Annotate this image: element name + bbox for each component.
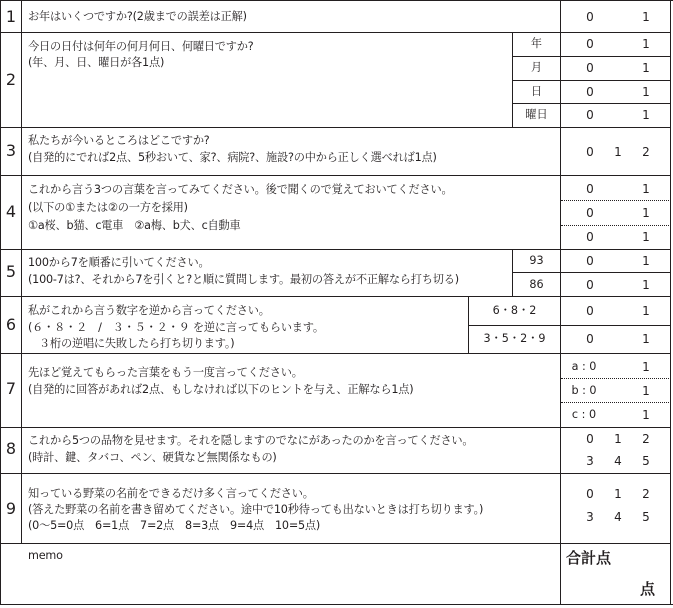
score-option: 4	[614, 454, 622, 468]
score-option: 0	[586, 278, 594, 292]
total-score-label: 合計点	[566, 549, 612, 567]
score-option: 0	[586, 145, 594, 159]
question-text: (100-7は?、それから7を引くと?と順に質問します。最初の答えが不正解なら打ち切る)	[28, 273, 459, 286]
item-number: 6	[5, 315, 17, 334]
item-number: 2	[5, 70, 17, 89]
row-separator	[0, 473, 671, 474]
date-sublabel: 曜日	[525, 108, 548, 121]
score-option: a : 0	[571, 360, 597, 373]
score-option: 1	[614, 145, 622, 159]
item-number: 1	[5, 7, 17, 26]
question-text: 100から7を順番に引いてください。	[28, 256, 210, 269]
score-option: 0	[586, 332, 594, 346]
subtraction-sublabel: 86	[529, 278, 544, 291]
digit-span-sublabel: 3・5・2・9	[483, 332, 546, 345]
score-option: 1	[642, 85, 650, 99]
border-bottom	[0, 604, 673, 605]
score-option: 2	[642, 145, 650, 159]
date-sublabel: 月	[530, 61, 543, 74]
score-option: 0	[586, 304, 594, 318]
subrow-separator	[561, 225, 671, 226]
question-text: 私がこれから言う数字を逆から言ってください。	[28, 304, 270, 317]
score-option: 1	[642, 254, 650, 268]
points-unit: 点	[640, 580, 656, 598]
question-text: (以下の①または②の一方を採用)	[28, 201, 188, 214]
subrow-separator	[512, 80, 671, 81]
score-option: 1	[642, 278, 650, 292]
score-option: 1	[642, 304, 650, 318]
score-option: b : 0	[571, 384, 597, 397]
row-separator	[0, 127, 671, 128]
score-option: 1	[642, 206, 650, 220]
subrow-separator	[561, 200, 671, 201]
question-text: (自発的にでれば2点、5秒おいて、家?、病院?、施設?の中から正しく選べれば1点)	[28, 151, 437, 164]
row-separator	[0, 353, 671, 354]
score-option: 3	[586, 510, 594, 524]
score-option: 1	[642, 37, 650, 51]
score-option: 1	[642, 182, 650, 196]
item-number: 4	[5, 202, 17, 221]
score-option: 1	[614, 487, 622, 501]
score-option: 1	[642, 384, 650, 398]
question-text: 先ほど覚えてもらった言葉をもう一度言ってください。	[28, 366, 303, 379]
subrow-separator	[468, 325, 671, 326]
score-option: 1	[642, 61, 650, 75]
date-sublabel: 年	[530, 37, 543, 50]
subrow-separator	[561, 378, 671, 379]
subrow-separator	[512, 56, 671, 57]
score-option: 1	[642, 408, 650, 422]
digit-span-sublabel: 6・8・2	[492, 304, 537, 317]
score-option: 0	[586, 61, 594, 75]
question-text: (答えた野菜の名前を書き留めてください。途中で10秒待っても出ないときは打ち切ります。)	[28, 503, 484, 516]
question-text: (年、月、日、曜日が各1点)	[28, 56, 165, 69]
score-option: 1	[642, 108, 650, 122]
score-option: 0	[586, 432, 594, 446]
row-separator	[0, 249, 671, 250]
row-separator	[0, 175, 671, 176]
score-option: 1	[614, 432, 622, 446]
score-option: 5	[642, 510, 650, 524]
item-number: 5	[5, 262, 17, 281]
question-text: ３桁の逆唱に失敗したら打ち切ります。)	[28, 337, 235, 350]
score-option: 2	[642, 487, 650, 501]
subtraction-sublabel: 93	[529, 254, 544, 267]
question-text: これから言う3つの言葉を言ってみてください。後で聞くので覚えておいてください。	[28, 183, 453, 196]
score-column-divider	[560, 0, 561, 605]
score-option: 3	[586, 454, 594, 468]
score-option: c : 0	[571, 408, 597, 421]
item-number: 9	[5, 499, 17, 518]
question-text: (自発的に回答があれば2点、もしなければ以下のヒントを与え、正解なら1点)	[28, 383, 414, 396]
date-sublabel: 日	[530, 85, 543, 98]
border-top	[0, 0, 673, 1]
question-text: 知っている野菜の名前をできるだけ多く言ってください。	[28, 487, 314, 500]
score-option: 0	[586, 230, 594, 244]
question-text: ①a桜、b猫、c電車 ②a梅、b犬、c自動車	[28, 219, 241, 232]
score-option: 5	[642, 454, 650, 468]
number-column-divider	[21, 0, 22, 544]
score-option: 0	[586, 182, 594, 196]
border-right	[670, 0, 671, 605]
score-option: 0	[586, 10, 594, 24]
row-separator	[0, 427, 671, 428]
subrow-separator	[512, 272, 671, 273]
score-option: 0	[586, 254, 594, 268]
question-text: お年はいくつですか?(2歳までの誤差は正解)	[28, 10, 247, 23]
score-option: 0	[586, 108, 594, 122]
question-text: (６・８・２ / ３・５・２・９ を逆に言ってもらいます。	[28, 321, 324, 334]
question-text: (時計、鍵、タバコ、ペン、硬貨など無関係なもの)	[28, 451, 277, 464]
item-number: 7	[5, 379, 17, 398]
question-text: 今日の日付は何年の何月何日、何曜日ですか?	[28, 40, 254, 53]
score-option: 1	[642, 332, 650, 346]
row-separator	[0, 296, 671, 297]
question-text: 私たちが今いるところはどこですか?	[28, 134, 210, 147]
score-option: 0	[586, 206, 594, 220]
item-number: 8	[5, 439, 17, 458]
item-number: 3	[5, 141, 17, 160]
subrow-separator	[561, 402, 671, 403]
score-option: 0	[586, 37, 594, 51]
question-text: これから5つの品物を見せます。それを隠しますのでなにがあったのかを言ってください。	[28, 434, 474, 447]
score-option: 1	[642, 10, 650, 24]
score-option: 0	[586, 85, 594, 99]
score-option: 1	[642, 360, 650, 374]
score-option: 0	[586, 487, 594, 501]
subrow-separator	[512, 103, 671, 104]
row-separator	[0, 32, 671, 33]
score-option: 2	[642, 432, 650, 446]
row-separator	[0, 543, 671, 544]
score-option: 4	[614, 510, 622, 524]
score-option: 1	[642, 230, 650, 244]
question-text: (0～5=0点 6=1点 7=2点 8=3点 9=4点 10=5点)	[28, 519, 321, 532]
memo-label: memo	[28, 549, 63, 562]
